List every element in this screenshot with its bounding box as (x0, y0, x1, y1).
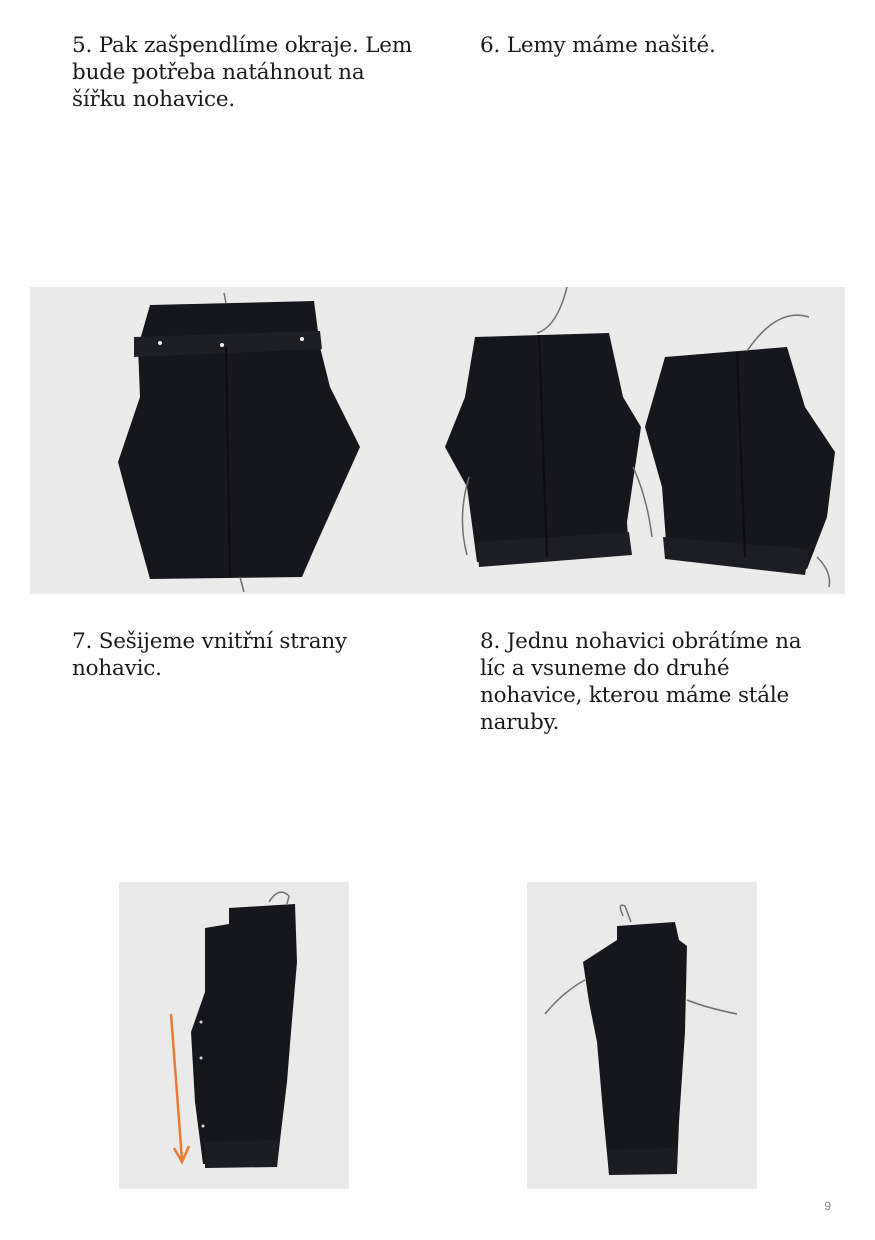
step-8-photo (527, 882, 757, 1189)
page-number: 9 (824, 1199, 831, 1213)
step-5-photo (30, 287, 437, 594)
step-6-photo (437, 287, 845, 594)
step-5-text: 5. Pak zašpendlíme okraje. Lem bude potřeba natáhnout na šířku nohavice. (72, 33, 413, 112)
step-7-photo (119, 882, 349, 1189)
step-6-text: 6. Lemy máme našité. (480, 33, 716, 58)
step-7-text: 7. Sešijeme vnitřní strany nohavic. (72, 629, 347, 681)
step-8-text: 8. Jednu nohavici obrátíme na líc a vsuneme do druhé nohavice, kterou máme stále naruby. (480, 629, 802, 735)
